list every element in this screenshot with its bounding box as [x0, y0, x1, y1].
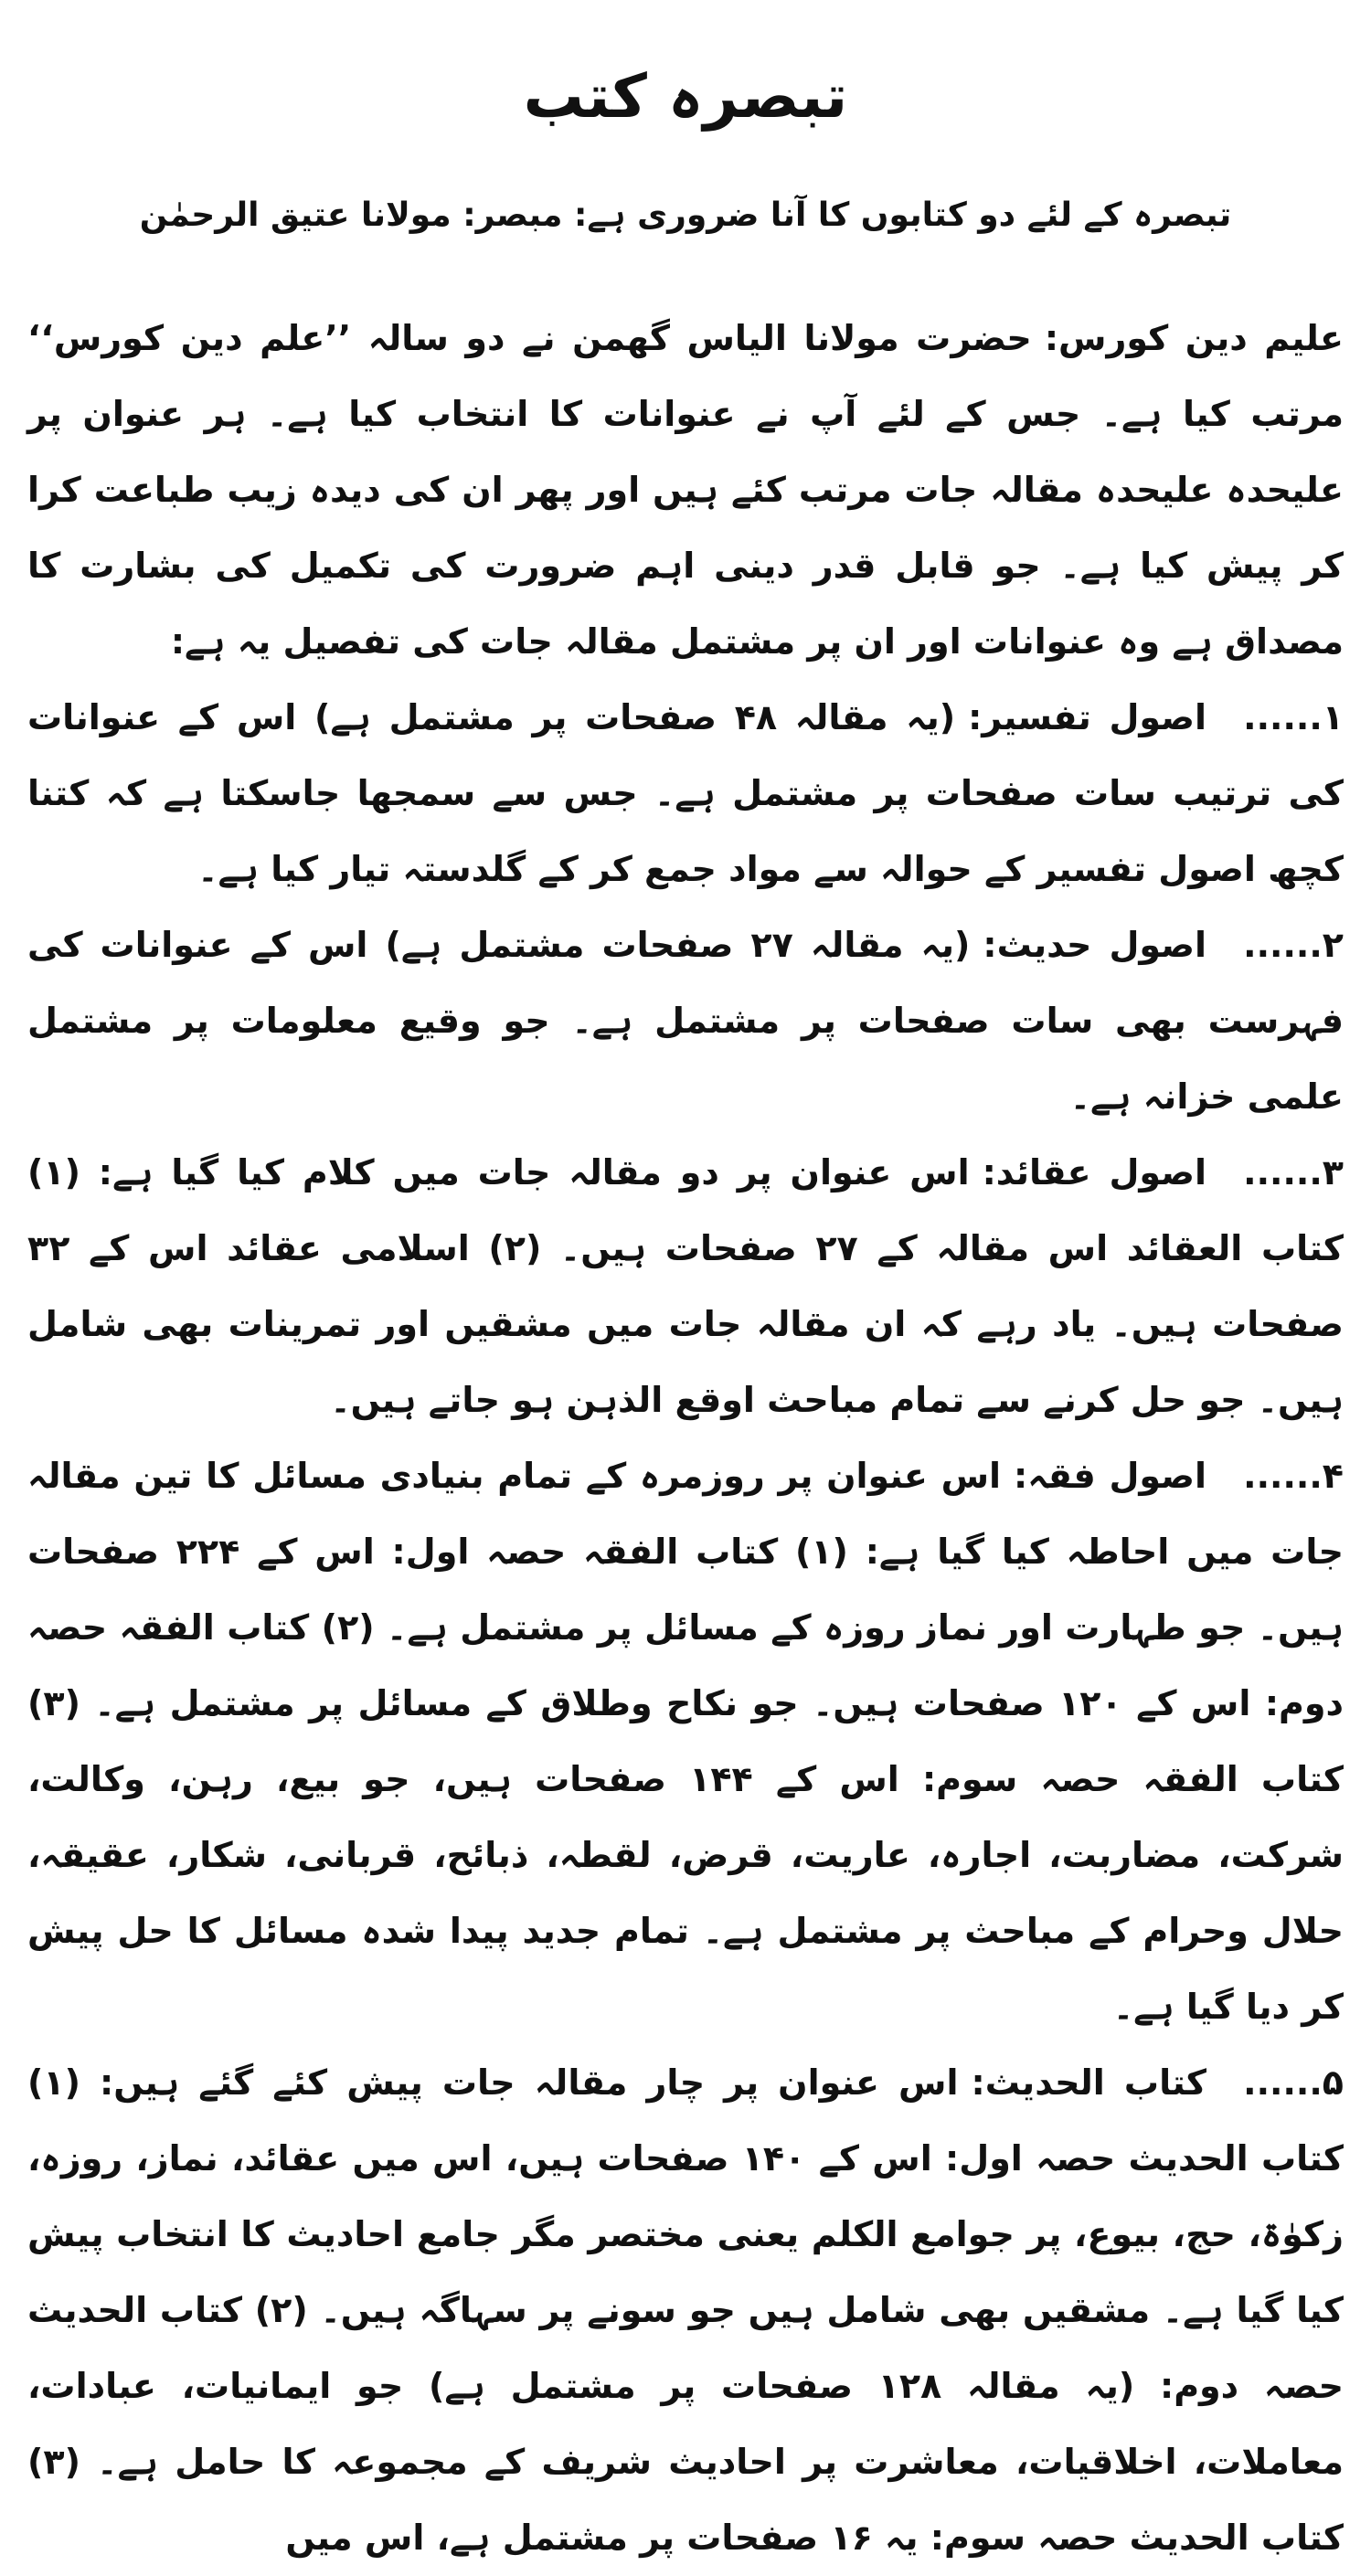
list-item	[27, 680, 1344, 907]
page-subtitle: تبصرہ کے لئے دو کتابوں کا آنا ضروری ہے: مبصر: مولانا عتیق الرحمٰن	[139, 196, 1232, 234]
page-title: تبصرہ کتب	[523, 61, 848, 132]
list-item	[27, 1438, 1344, 2045]
item-heading: اصول فقہ:	[1014, 1456, 1206, 1497]
item-text: اس عنوان پر دو مقالہ جات میں کلام کیا گیا ہے: (۱) کتاب العقائد اس مقالہ کے ۲۷ صفحات ہیں۔ (۲) اسلامی عقائد اس کے ۳۲ صفحات ہیں۔ یاد رہے کہ ان مقالہ جات میں مشقیں اور تمرینات بھی شامل ہیں۔ جو حل کرنے سے تمام مباحث اوقع الذہن ہو جاتے ہیں۔	[27, 1152, 1344, 1421]
item-text: اس عنوان پر روزمرہ کے تمام بنیادی مسائل کا تین مقالہ جات میں احاطہ کیا گیا ہے: (۱) کتاب الفقہ حصہ اول: اس کے ۲۲۴ صفحات ہیں۔ جو طہارت اور نماز روزہ کے مسائل پر مشتمل ہے۔ (۲) کتاب الفقہ حصہ دوم: اس کے ۱۲۰ صفحات ہیں۔ جو نکاح وطلاق کے مسائل پر مشتمل ہے۔ (۳) کتاب الفقہ حصہ سوم: اس کے ۱۴۴ صفحات ہیں، جو بیع، رہن، وکالت، شرکت، مضاربت، اجارہ، عاریت، قرض، لقطہ، ذبائح، قربانی، شکار، عقیقہ، حلال وحرام کے مباحث پر مشتمل ہے۔ تمام جدید پیدا شدہ مسائل کا حل پیش کر دیا گیا ہے۔	[27, 1456, 1344, 2028]
intro-text: حضرت مولانا الیاس گھمن نے دو سالہ ’’علم دین کورس‘‘ مرتب کیا ہے۔ جس کے لئے آپ نے عنوانات کا انتخاب کیا ہے۔ ہر عنوان پر علیحدہ علیحدہ مقالہ جات مرتب کئے ہیں اور پھر ان کی دیدہ زیب طباعت کرا کر پیش کیا ہے۔ جو قابل قدر دینی اہم ضرورت کی تکمیل کی بشارت کا مصداق ہے وہ عنوانات اور ان پر مشتمل مقالہ جات کی تفصیل یہ ہے:	[27, 318, 1344, 663]
item-text: (یہ مقالہ ۲۷ صفحات مشتمل ہے) اس کے عنوانات کی فہرست بھی سات صفحات پر مشتمل ہے۔ جو وقیع معلومات پر مشتمل علمی خزانہ ہے۔	[27, 925, 1344, 1118]
list-item	[27, 1135, 1344, 1438]
intro-heading: علیم دین کورس:	[1044, 318, 1344, 359]
item-number: ۳......	[1243, 1152, 1344, 1193]
item-heading: کتاب الحدیث:	[971, 2062, 1206, 2104]
item-heading: اصول عقائد:	[982, 1152, 1206, 1193]
list-item	[27, 907, 1344, 1135]
intro-paragraph	[27, 301, 1344, 680]
item-number: ۱......	[1243, 697, 1344, 738]
item-number: ۴......	[1243, 1456, 1344, 1497]
item-heading: اصول حدیث:	[983, 925, 1206, 966]
item-text: اس عنوان پر چار مقالہ جات پیش کئے گئے ہیں: (۱) کتاب الحدیث حصہ اول: اس کے ۱۴۰ صفحات ہیں، اس میں عقائد، نماز، روزہ، زکوٰۃ، حج، بیوع، پر جوامع الکلم یعنی مختصر مگر جامع احادیث کا انتخاب پیش کیا گیا ہے۔ مشقیں بھی شامل ہیں جو سونے پر سہاگہ ہیں۔ (۲) کتاب الحدیث حصہ دوم: (یہ مقالہ ۱۲۸ صفحات پر مشتمل ہے) جو ایمانیات، عبادات، معاملات، اخلاقیات، معاشرت پر احادیث شریف کے مجموعہ کا حامل ہے۔ (۳) کتاب الحدیث حصہ سوم: یہ ۱۶ صفحات پر مشتمل ہے، اس میں	[27, 2062, 1344, 2559]
item-text: (یہ مقالہ ۴۸ صفحات پر مشتمل ہے) اس کے عنوانات کی ترتیب سات صفحات پر مشتمل ہے۔ جس سے سمجھا جاسکتا ہے کہ کتنا کچھ اصول تفسیر کے حوالہ سے مواد جمع کر کے گلدستہ تیار کیا ہے۔	[27, 697, 1344, 890]
item-heading: اصول تفسیر:	[968, 697, 1206, 738]
item-number: ۲......	[1243, 925, 1344, 966]
item-number: ۵......	[1243, 2062, 1344, 2104]
list-item	[27, 2045, 1344, 2576]
